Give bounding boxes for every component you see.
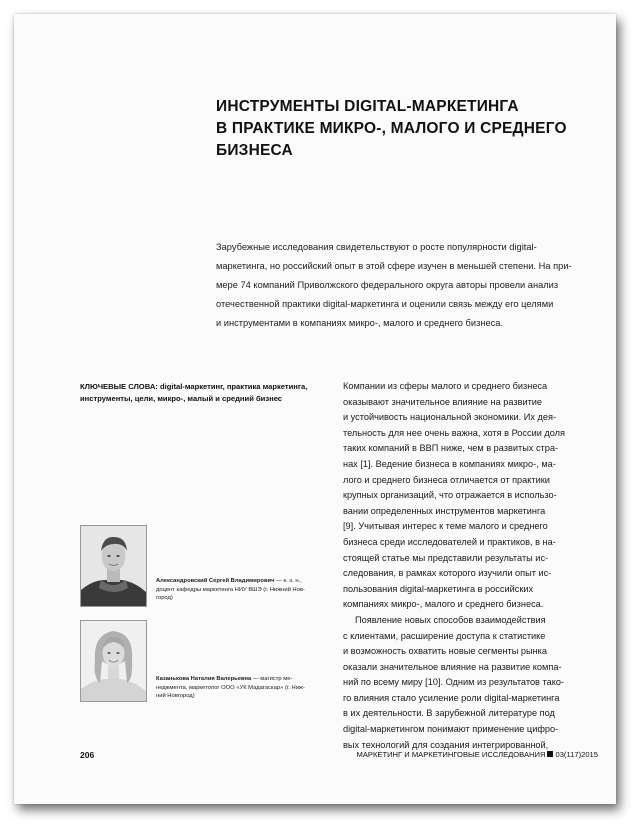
square-bullet-icon bbox=[547, 751, 553, 757]
title-line: БИЗНЕСА bbox=[216, 142, 293, 159]
author-line bbox=[156, 675, 326, 684]
body-line: Появление новых способов взаимодействия bbox=[355, 614, 546, 625]
abstract-line: маркетинга, но российский опыт в этой сфере изучен в меньшей степени. На при- bbox=[216, 261, 572, 271]
body-line: в их деятельности. В зарубежной литературе под bbox=[343, 708, 555, 719]
abstract-line: и инструментами в компаниях микро-, малого и среднего бизнеса. bbox=[216, 318, 504, 328]
author-city: ний Новгород) bbox=[156, 693, 195, 700]
article-body bbox=[343, 379, 598, 753]
body-line: го влияния стало усиление роли digital-маркетинга bbox=[343, 692, 560, 703]
author-name: Казанькова Наталия Валерьевна bbox=[156, 676, 252, 682]
abstract bbox=[216, 238, 586, 333]
title-line: ИНСТРУМЕНТЫ DIGITAL-МАРКЕТИНГА bbox=[216, 98, 519, 115]
body-line: тельность для нее очень важна, хотя в России доля bbox=[343, 427, 566, 438]
body-line: следования, в рамках которого изучили опыт ис- bbox=[343, 568, 552, 579]
body-line: и устойчивость национальной экономики. Их дея- bbox=[343, 412, 557, 423]
abstract-line: мере 74 компаний Приволжского федерального округа авторы провели анализ bbox=[216, 280, 559, 290]
keywords-line: КЛЮЧЕВЫЕ СЛОВА: digital-маркетинг, практика маркетинга, bbox=[80, 382, 308, 391]
body-line: таких компаний в ВВП ниже, чем в развитых стра- bbox=[343, 443, 559, 454]
journal-issue: 03(117)2015 bbox=[555, 750, 598, 759]
body-line: нах [1]. Ведение бизнеса в компаниях микро-, ма- bbox=[343, 458, 556, 469]
body-line: пользования digital-маркетинга в российских bbox=[343, 583, 534, 594]
author-degree: — магистр ме- bbox=[251, 676, 293, 682]
body-line: вании определенных инструментов маркетинга bbox=[343, 505, 546, 516]
abstract-line: отечественной практики digital-маркетинга и оценили связь между его целями bbox=[216, 299, 554, 309]
author-affiliation: неджмента, маркетолог ООО «УК Мадагаскар» (г. Ниж- bbox=[156, 684, 305, 691]
body-line: ний по всему миру [10]. Одним из результатов тако- bbox=[343, 677, 564, 688]
body-line: и возможность охватить новые сегменты рынка bbox=[343, 646, 548, 657]
author-city: город) bbox=[156, 595, 173, 602]
abstract-line: Зарубежные исследования свидетельствуют о росте популярности digital- bbox=[216, 242, 537, 252]
body-line: оказывают значительное влияние на развитие bbox=[343, 396, 543, 407]
body-line: лого и среднего бизнеса отличается от практики bbox=[343, 474, 550, 485]
body-line: digital-маркетингом понимают применение цифро- bbox=[343, 724, 559, 735]
author-info-1 bbox=[156, 577, 326, 603]
author-name: Александровский Сергей Владимирович bbox=[156, 578, 275, 584]
body-line: оказали значительное влияние на развитие компа- bbox=[343, 661, 562, 672]
author-line bbox=[156, 577, 326, 586]
title-line: В ПРАКТИКЕ МИКРО-, МАЛОГО И СРЕДНЕГО bbox=[216, 120, 567, 137]
author-photo-male bbox=[80, 525, 147, 607]
author-info-2 bbox=[156, 675, 326, 701]
body-line: [9]. Учитывая интерес к теме малого и среднего bbox=[343, 521, 548, 532]
body-line: крупных организаций, что отражается в использо- bbox=[343, 490, 557, 501]
body-line: Компании из сферы малого и среднего бизнеса bbox=[343, 381, 548, 391]
author-photo-female bbox=[80, 620, 147, 702]
body-line: стоящей статье мы представили результаты ис- bbox=[343, 552, 549, 563]
author-degree: — к. э. н., bbox=[274, 578, 302, 584]
journal-footer bbox=[357, 750, 598, 759]
keywords-line: инструменты, цели, микро-, малый и средний бизнес bbox=[80, 394, 283, 403]
body-line: бизнеса среди исследователей и практиков, в на- bbox=[343, 536, 556, 547]
body-line: с клиентами, расширение доступа к статистике bbox=[343, 630, 546, 641]
body-line: компаниях микро-, малого и среднего бизнеса. bbox=[343, 599, 544, 610]
keywords bbox=[80, 381, 320, 405]
article-title bbox=[216, 96, 576, 162]
author-affiliation: доцент кафедры маркетинга НИУ ВШЭ (г. Нижний Нов- bbox=[156, 586, 305, 593]
journal-name: МАРКЕТИНГ И МАРКЕТИНГОВЫЕ ИССЛЕДОВАНИЯ bbox=[356, 750, 546, 759]
page-number: 206 bbox=[80, 750, 95, 760]
body-line: вых технологий для создания интегрированной, bbox=[343, 739, 549, 750]
